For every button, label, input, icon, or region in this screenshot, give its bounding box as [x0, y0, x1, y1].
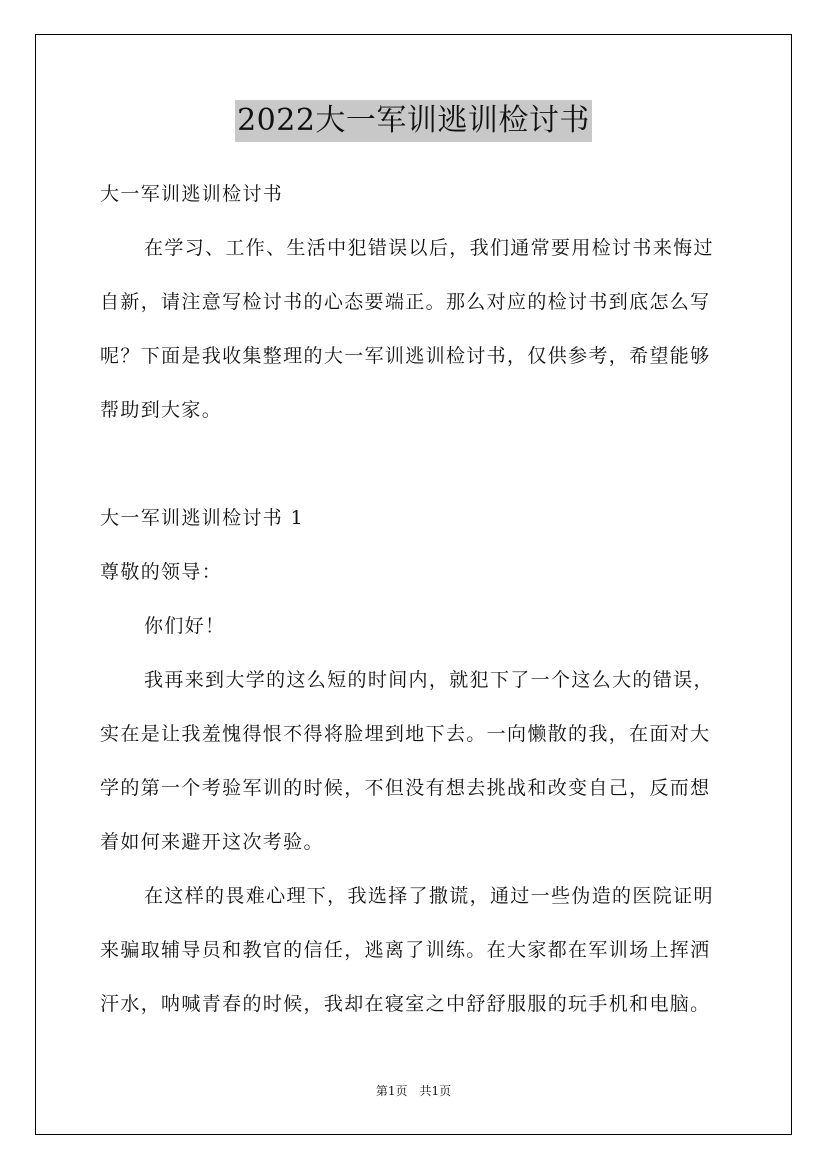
intro-line-4: 帮助到大家。	[100, 399, 223, 421]
document-title: 2022大一军训逃训检讨书	[235, 100, 592, 142]
paragraph1-line-1: 我再来到大学的这么短的时间内，就犯下了一个这么大的错误，	[144, 669, 714, 691]
subtitle: 大一军训逃训检讨书	[100, 183, 284, 205]
paragraph1-line-3: 学的第一个考验军训的时候，不但没有想去挑战和改变自己，反而想	[100, 777, 711, 799]
paragraph2-line-2: 来骗取辅导员和教官的信任，逃离了训练。在大家都在军训场上挥洒	[100, 939, 711, 961]
section-heading: 大一军训逃训检讨书 1	[100, 507, 304, 529]
greeting: 你们好！	[144, 615, 226, 637]
paragraph1-line-2: 实在是让我羞愧得恨不得将脸埋到地下去。一向懒散的我，在面对大	[100, 723, 711, 745]
salutation: 尊敬的领导：	[100, 561, 223, 583]
document-title-wrapper	[0, 100, 827, 142]
page-footer: 第1页 共1页	[375, 1084, 452, 1098]
paragraph1-line-4: 着如何来避开这次考验。	[100, 831, 324, 853]
intro-line-2: 自新，请注意写检讨书的心态要端正。那么对应的检讨书到底怎么写	[100, 291, 711, 313]
paragraph2-line-3: 汗水，呐喊青春的时候，我却在寝室之中舒舒服服的玩手机和电脑。	[100, 993, 711, 1015]
paragraph2-line-1: 在这样的畏难心理下，我选择了撒谎，通过一些伪造的医院证明	[144, 885, 714, 907]
intro-line-3: 呢？下面是我收集整理的大一军训逃训检讨书，仅供参考，希望能够	[100, 345, 711, 367]
intro-line-1: 在学习、工作、生活中犯错误以后，我们通常要用检讨书来悔过	[144, 237, 714, 259]
